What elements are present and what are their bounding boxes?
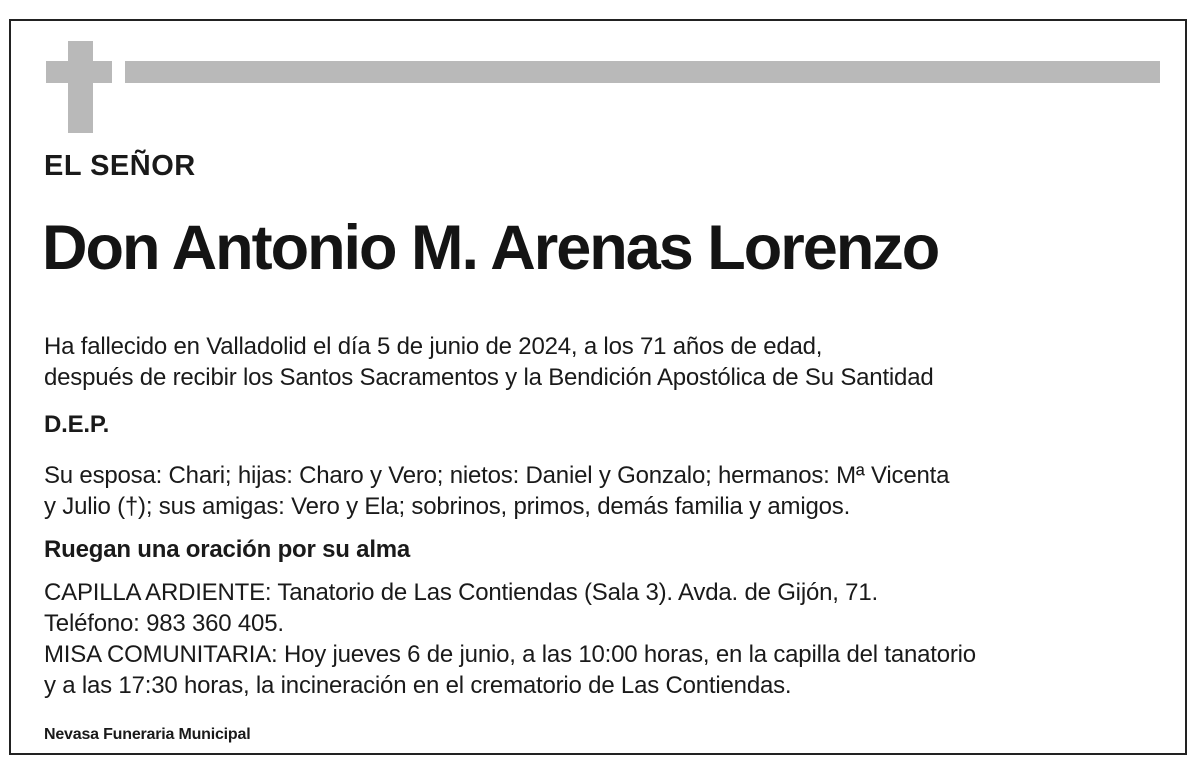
details-line-1: CAPILLA ARDIENTE: Tanatorio de Las Contiendas (Sala 3). Avda. de Gijón, 71. xyxy=(44,579,878,606)
dep-label: D.E.P. xyxy=(44,411,110,438)
announcement-line-2: después de recibir los Santos Sacramentos y la Bendición Apostólica de Su Santidad xyxy=(44,364,934,391)
details-line-3: MISA COMUNITARIA: Hoy jueves 6 de junio, a las 10:00 horas, en la capilla del tanatorio xyxy=(44,641,976,668)
cross-icon-vertical xyxy=(68,41,93,133)
deceased-name: Don Antonio M. Arenas Lorenzo xyxy=(42,213,939,283)
cross-icon-horizontal xyxy=(46,61,112,83)
funeral-home-name: Nevasa Funeraria Municipal xyxy=(44,726,251,743)
details-line-2: Teléfono: 983 360 405. xyxy=(44,610,284,637)
announcement xyxy=(44,331,933,393)
family-line-1: Su esposa: Chari; hijas: Charo y Vero; nietos: Daniel y Gonzalo; hermanos: Mª Vicenta xyxy=(44,462,950,489)
header-bar xyxy=(125,61,1160,83)
family-line-2: y Julio (†); sus amigas: Vero y Ela; sobrinos, primos, demás familia y amigos. xyxy=(44,493,851,520)
prayer-request: Ruegan una oración por su alma xyxy=(44,536,411,563)
family-list xyxy=(44,460,949,522)
heading: EL SEÑOR xyxy=(44,150,196,182)
announcement-line-1: Ha fallecido en Valladolid el día 5 de junio de 2024, a los 71 años de edad, xyxy=(44,333,823,360)
details-line-4: y a las 17:30 horas, la incineración en el crematorio de Las Contiendas. xyxy=(44,672,792,699)
service-details xyxy=(44,577,976,701)
